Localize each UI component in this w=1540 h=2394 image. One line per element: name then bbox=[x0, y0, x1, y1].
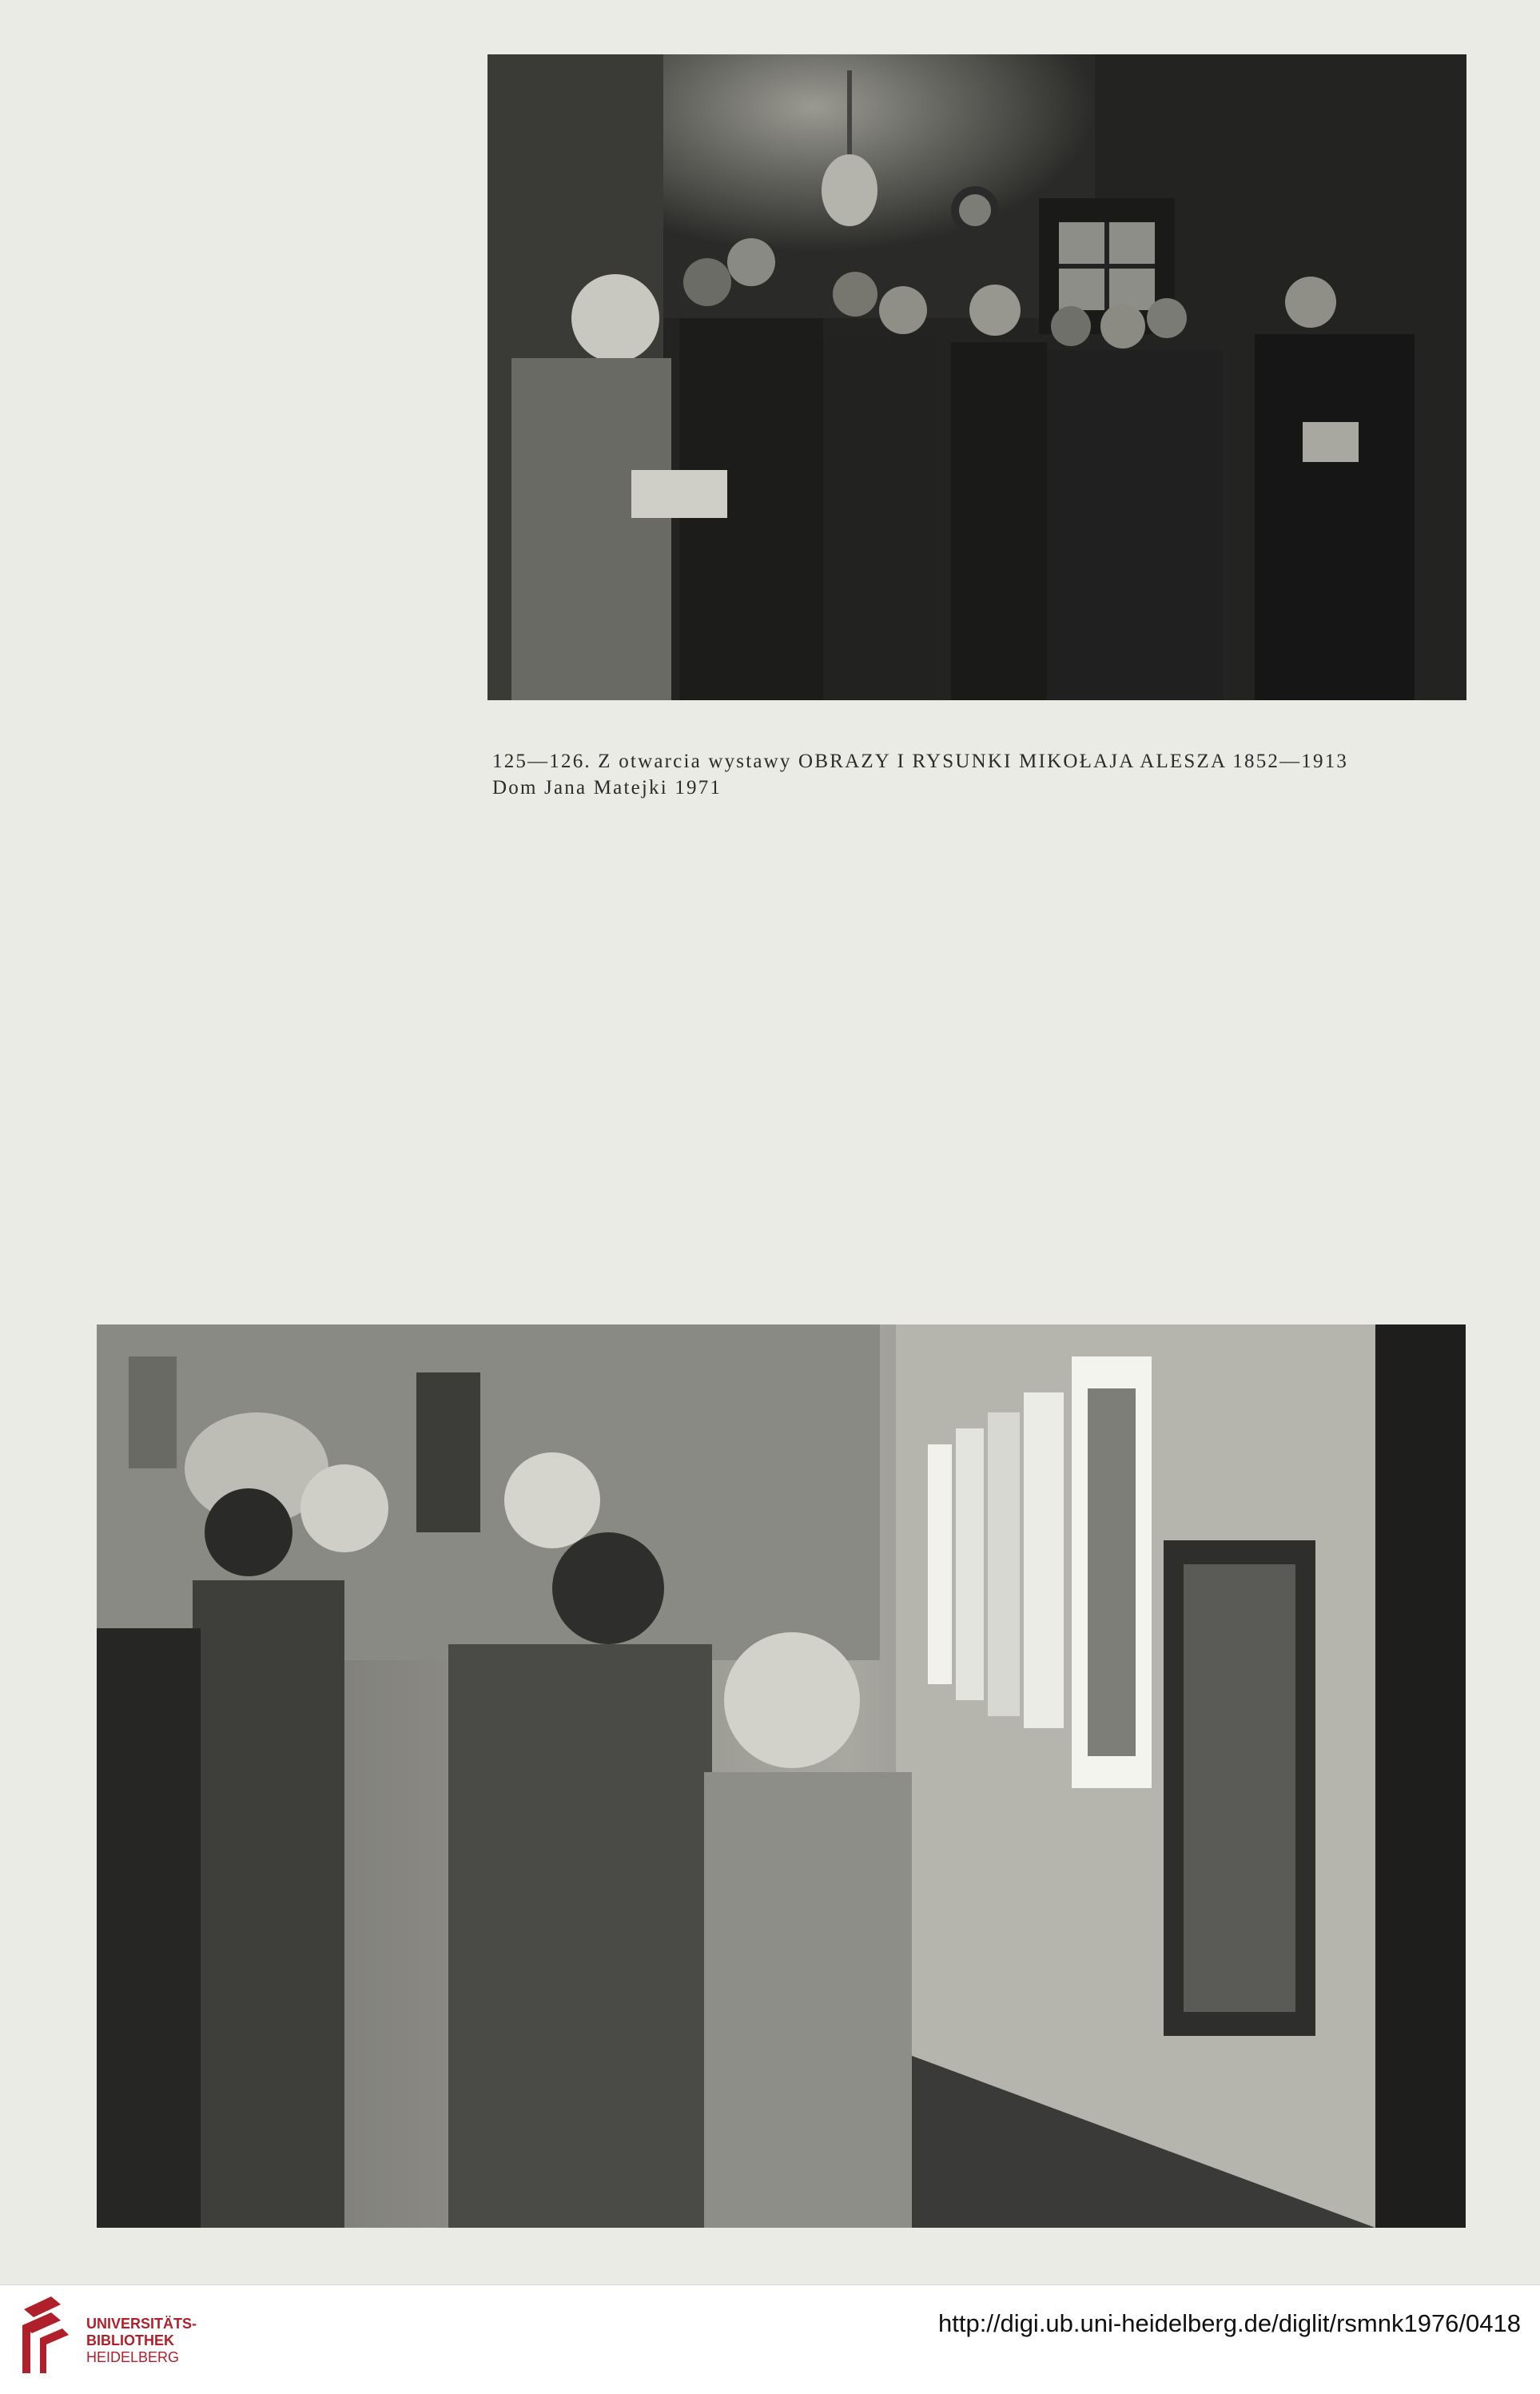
caption-line-2: Dom Jana Matejki 1971 bbox=[492, 777, 722, 799]
photo-top-image bbox=[487, 54, 1466, 700]
footer-bar bbox=[0, 2284, 1540, 2394]
logo-line-3: HEIDELBERG bbox=[86, 2349, 180, 2365]
photo-visitors-viewing-paintings bbox=[97, 1324, 1466, 2228]
logo-line-2: BIBLIOTHEK bbox=[86, 2332, 174, 2348]
photo-bottom-image bbox=[97, 1324, 1466, 2228]
library-logo-text bbox=[86, 2316, 197, 2366]
source-url-link[interactable]: http://digi.ub.uni-heidelberg.de/diglit/rsmnk1976/0418 bbox=[938, 2309, 1521, 2337]
figure-caption bbox=[492, 748, 1475, 801]
caption-line-1: 125—126. Z otwarcia wystawy OBRAZY I RYSUNKI MIKOŁAJA ALESZA 1852—1913 bbox=[492, 751, 1349, 772]
photo-exhibition-opening bbox=[487, 54, 1466, 700]
logo-line-1: UNIVERSITÄTS- bbox=[86, 2316, 197, 2332]
library-logo-icon bbox=[16, 2293, 75, 2381]
